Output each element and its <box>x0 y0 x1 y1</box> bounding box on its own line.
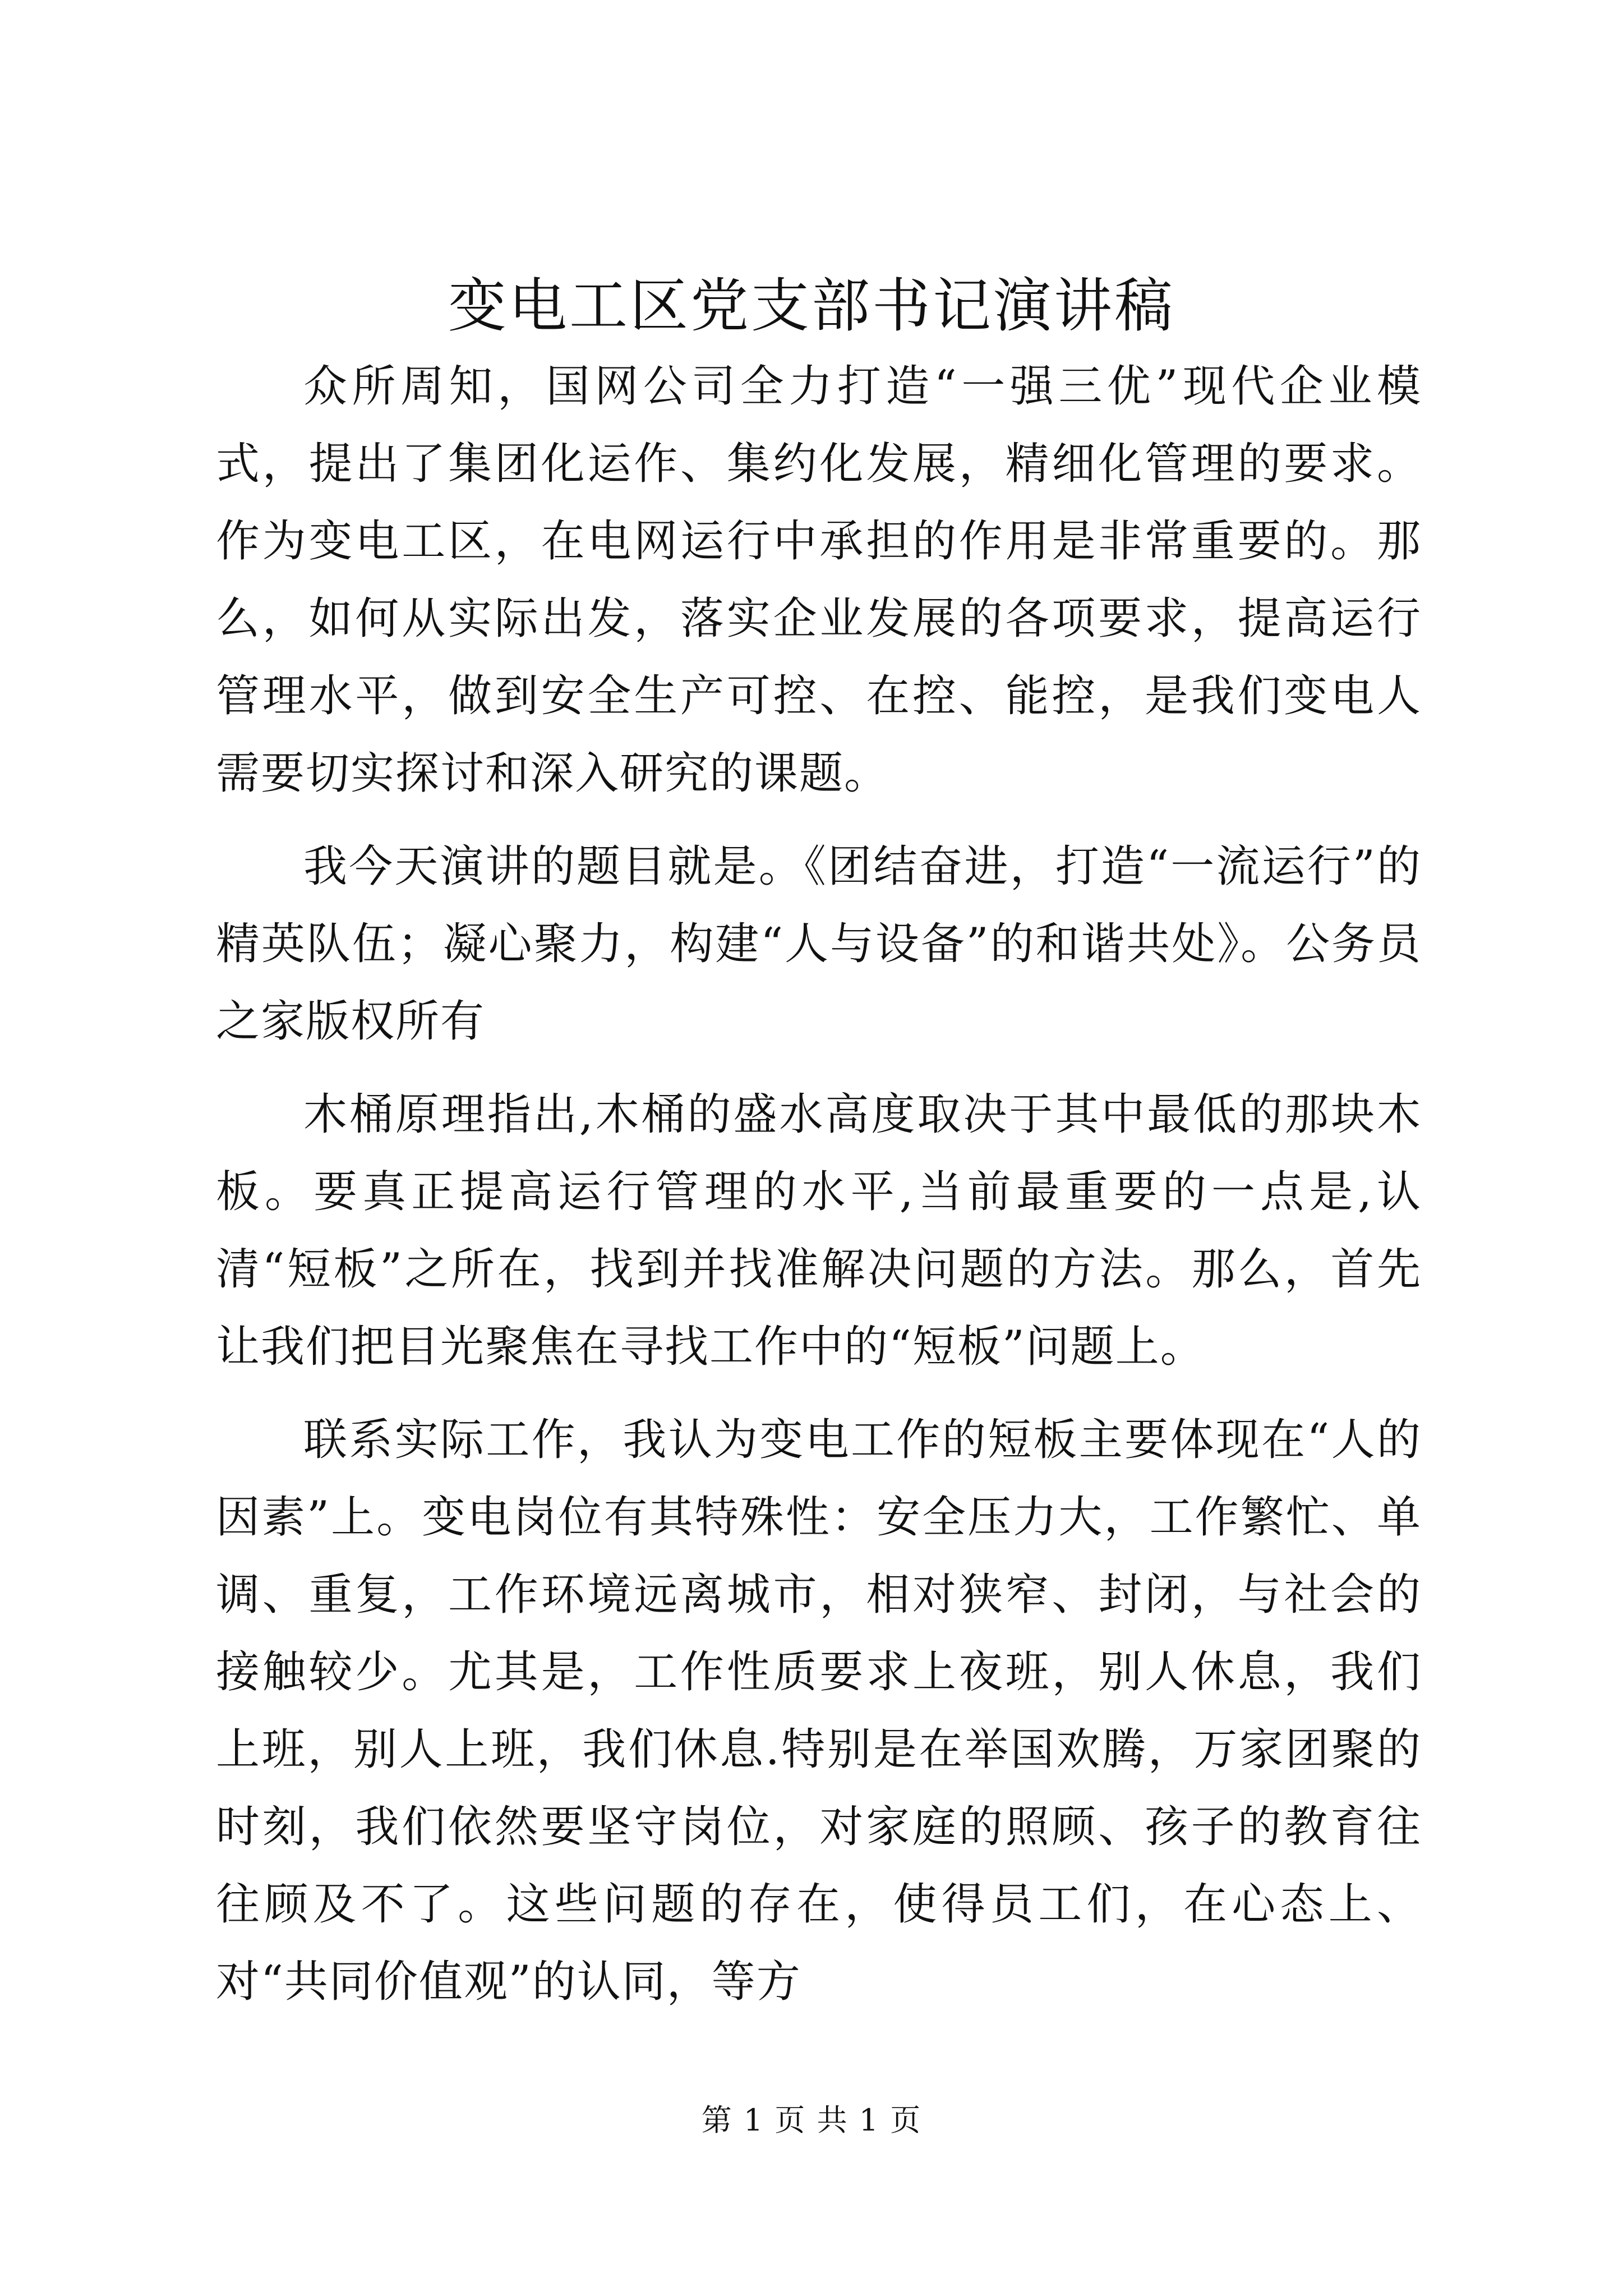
paragraph-2: 我今天演讲的题目就是。《团结奋进，打造“一流运行”的精英队伍；凝心聚力，构建“人与设备”的和谐共处》。公务员之家版权所有 <box>216 841 1422 1047</box>
paragraph-4: 联系实际工作，我认为变电工作的短板主要体现在“人的因素”上。变电岗位有其特殊性：安全压力大，工作繁忙、单调、重复，工作环境远离城市，相对狭窄、封闭，与社会的接触较少。尤其是，工作性质要求上夜班，别人休息，我们上班，别人上班，我们休息.特别是在举国欢腾，万家团聚的时刻，我们依然要坚守岗位，对家庭的照顾、孩子的教育往往顾及不了。这些问题的存在，使得员工们，在心态上、对“共同价值观”的认同，等方 <box>216 1415 1422 2007</box>
page-footer: 第 1 页 共 1 页 <box>701 2102 922 2138</box>
paragraph-1: 众所周知，国网公司全力打造“一强三优”现代企业模式，提出了集团化运作、集约化发展，精细化管理的要求。作为变电工区，在电网运行中承担的作用是非常重要的。那么，如何从实际出发，落实企业发展的各项要求，提高运行管理水平，做到安全生产可控、在控、能控，是我们变电人需要切实探讨和深入研究的课题。 <box>216 361 1422 799</box>
paragraph-3: 木桶原理指出,木桶的盛水高度取决于其中最低的那块木板。要真正提高运行管理的水平,当前最重要的一点是,认清“短板”之所在，找到并找准解决问题的方法。那么，首先让我们把目光聚焦在寻找工作中的“短板”问题上。 <box>216 1089 1422 1372</box>
document-title: 变电工区党支部书记演讲稿 <box>448 272 1175 340</box>
document-body <box>216 348 1422 2021</box>
